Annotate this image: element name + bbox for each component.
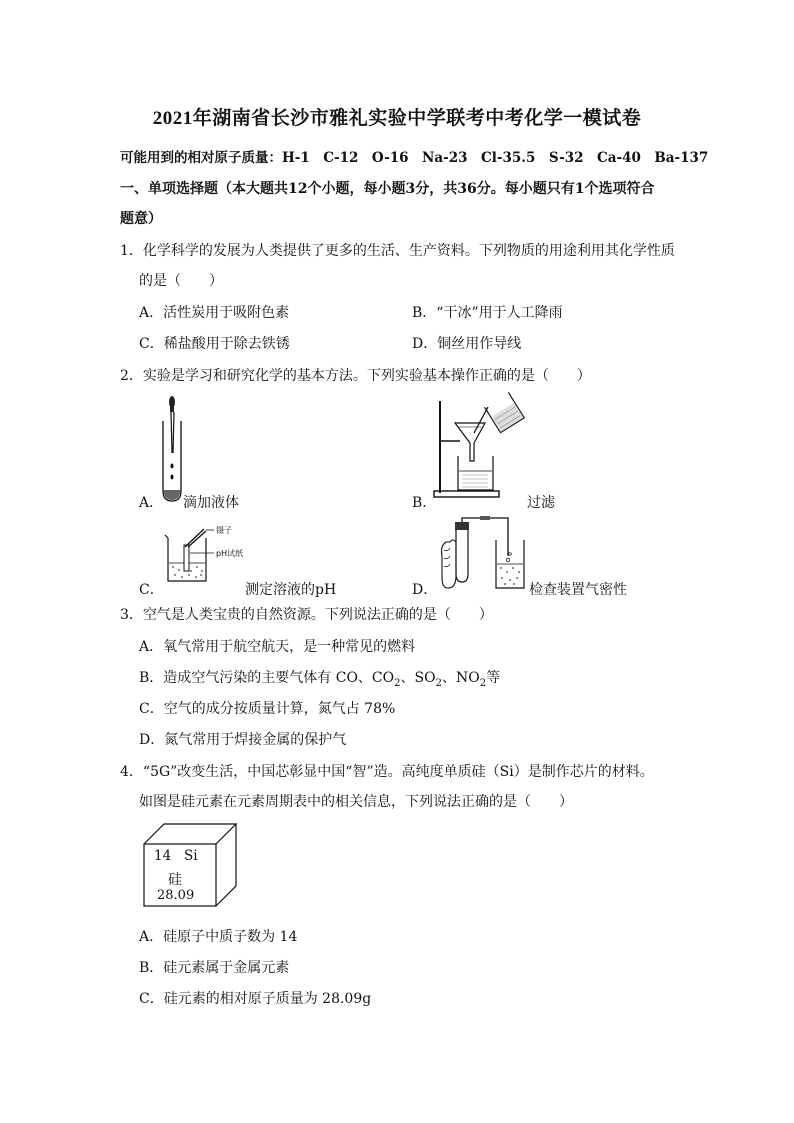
q3-option-b[interactable] [139, 667, 500, 689]
q2-option-a-caption: 滴加液体 [183, 495, 239, 511]
q3-b-sub-3: 2 [479, 677, 487, 689]
q1-stem-line2: 的是（ ） [139, 273, 223, 289]
q2-option-c-letter[interactable]: C． [139, 582, 164, 598]
exam-title: 2021年湖南省长沙市雅礼实验中学联考中考化学一模试卷 [152, 108, 642, 129]
section-heading-line2: 题意） [120, 211, 162, 227]
q1-option-a[interactable]: A．活性炭用于吸附色素 [139, 305, 290, 321]
element-symbol: Si [184, 848, 198, 864]
atomic-mass-note: 可能用到的相对原子质量：H-1 C-12 O-16 Na-23 Cl-35.5 S-32 Ca-40 Ba-137 [120, 150, 709, 166]
q3-b-sub-1: 2 [394, 677, 401, 689]
q2-option-d-caption: 检查装置气密性 [529, 582, 627, 598]
q3-b-text-1: B．造成空气污染的主要气体有 CO、CO [139, 670, 395, 686]
q3-b-text-2: 、SO [400, 670, 436, 686]
q4-stem-line1: 4．“5G”改变生活，中国芯彰显中国“智”造。高纯度单质硅（Si）是制作芯片的材料。 [120, 764, 654, 780]
q3-b-text-4: 等 [486, 670, 501, 686]
airtightness-figure [438, 516, 528, 592]
q2-stem: 2．实验是学习和研究化学的基本方法。下列实验基本操作正确的是（ ） [120, 368, 591, 384]
section-heading-line1: 一、单项选择题（本大题共12个小题，每小题3分，共36分。每小题只有1个选项符合 [120, 181, 655, 197]
element-atomic-number: 14 [154, 848, 172, 864]
q3-stem: 3．空气是人类宝贵的自然资源。下列说法正确的是（ ） [120, 607, 493, 623]
q2-option-c-caption: 测定溶液的pH [245, 582, 337, 598]
q2-option-d-letter[interactable]: D． [412, 582, 438, 598]
q2-option-a-letter[interactable]: A． [139, 495, 164, 511]
q4-option-b[interactable]: B．硅元素属于金属元素 [139, 960, 290, 976]
q4-stem-line2: 如图是硅元素在元素周期表中的相关信息，下列说法正确的是（ ） [139, 794, 573, 810]
element-name: 硅 [168, 872, 182, 888]
element-atomic-mass: 28.09 [157, 888, 195, 903]
q4-option-a[interactable]: A．硅原子中质子数为 14 [139, 929, 298, 945]
q2-option-b-caption: 过滤 [527, 495, 555, 511]
q3-option-a[interactable]: A．氧气常用于航空航天，是一种常见的燃料 [139, 639, 416, 655]
ph-paper-label: pH试纸 [216, 549, 244, 558]
filtration-figure [430, 393, 535, 503]
q1-stem-line1: 1．化学科学的发展为人类提供了更多的生活、生产资料。下列物质的用途利用其化学性质 [120, 243, 675, 259]
tweezers-label: 镊子 [216, 526, 232, 535]
dropper-test-tube-figure [155, 393, 195, 508]
q3-b-sub-2: 2 [435, 677, 442, 689]
q3-b-text-3: 、NO [441, 670, 480, 686]
q1-option-b[interactable]: B．“干冰”用于人工降雨 [412, 305, 563, 321]
q4-option-c[interactable]: C．硅元素的相对原子质量为 28.09g [139, 991, 372, 1007]
q2-option-b-letter[interactable]: B． [412, 495, 437, 511]
q1-option-c[interactable]: C．稀盐酸用于除去铁锈 [139, 336, 290, 352]
q1-option-d[interactable]: D．铜丝用作导线 [412, 336, 522, 352]
q3-option-c[interactable]: C．空气的成分按质量计算，氮气占 78% [139, 701, 396, 717]
q3-option-d[interactable]: D．氮气常用于焊接金属的保护气 [139, 732, 347, 748]
